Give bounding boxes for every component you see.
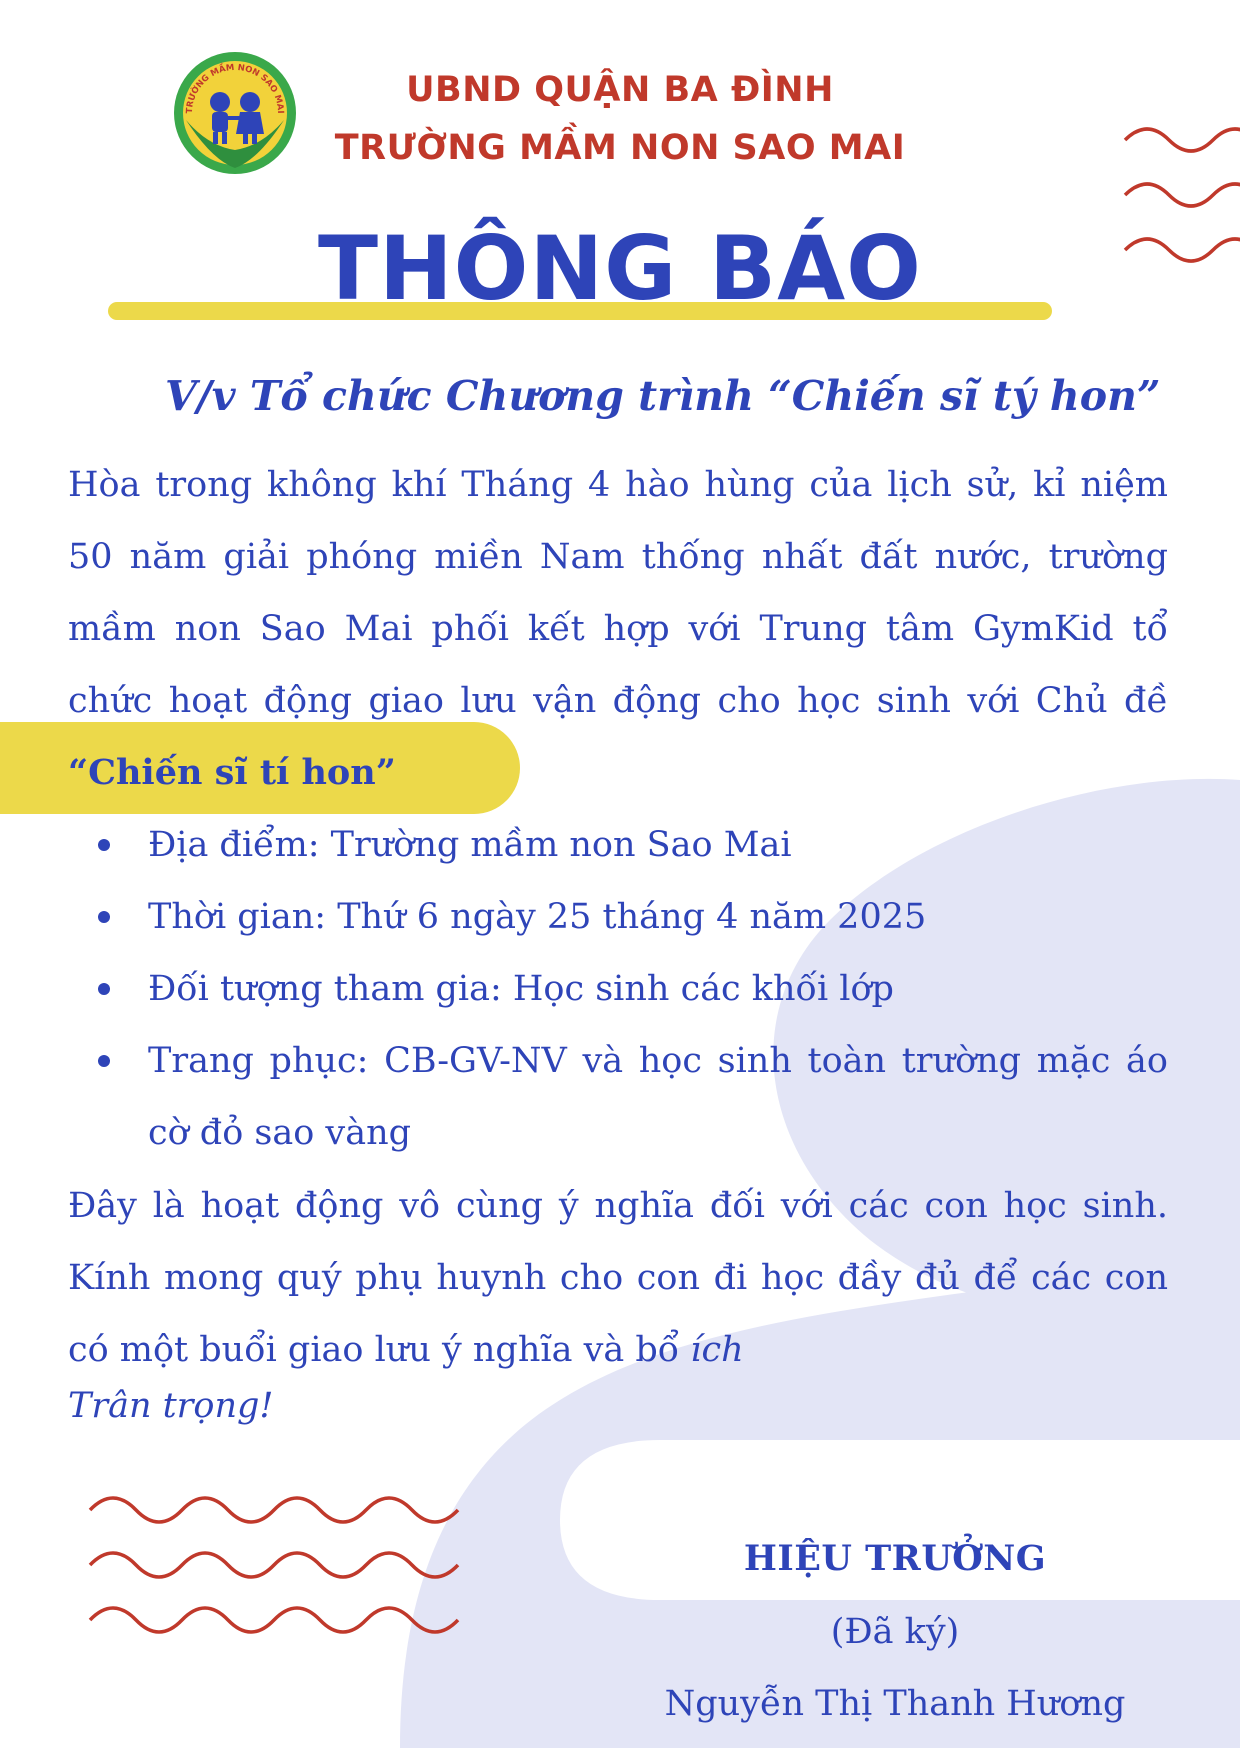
bullet-dot-icon	[98, 911, 110, 923]
closing-last-word: ích	[690, 1330, 744, 1370]
signature-title: HIỆU TRƯỞNG	[743, 1538, 1047, 1579]
detail-item-participants: Đối tượng tham gia: Học sinh các khối lớp	[68, 953, 1168, 1025]
detail-item-time: Thời gian: Thứ 6 ngày 25 tháng 4 năm 2025	[68, 881, 1168, 953]
regards-text: Trân trọng!	[68, 1386, 274, 1426]
detail-item-attire: Trang phục: CB-GV-NV và học sinh toàn trường mặc áo cờ đỏ sao vàng	[68, 1025, 1168, 1169]
bullet-dot-icon	[98, 839, 110, 851]
details-list	[68, 809, 1168, 1169]
signature-name: Nguyễn Thị Thanh Hương	[664, 1684, 1126, 1724]
closing-paragraph	[68, 1170, 1168, 1386]
closing-text: Đây là hoạt động vô cùng ý nghĩa đối với các con học sinh. Kính mong quý phụ huynh cho con đi học đầy đủ để các con có một buổi giao lưu ý nghĩa và bổ	[68, 1186, 1168, 1370]
detail-item-location: Địa điểm: Trường mầm non Sao Mai	[68, 809, 1168, 881]
notice-subject: V/v Tổ chức Chương trình “Chiến sĩ tý hon”	[165, 372, 1161, 420]
svg-text:TRƯỜNG MẦM NON SAO MAI: TRƯỜNG MẦM NON SAO MAI	[184, 62, 286, 114]
intro-theme: “Chiến sĩ tí hon”	[68, 752, 396, 793]
wave-lines-bottom-left	[90, 1498, 458, 1632]
school-heading: TRƯỜNG MẦM NON SAO MAI	[334, 128, 906, 168]
signature-status: (Đã ký)	[830, 1612, 960, 1652]
bullet-dot-icon	[98, 1055, 110, 1067]
district-heading: UBND QUẬN BA ĐÌNH	[406, 70, 834, 110]
bullet-dot-icon	[98, 983, 110, 995]
school-logo-children-icon	[172, 50, 298, 176]
page-title: THÔNG BÁO	[318, 217, 922, 320]
intro-paragraph	[68, 449, 1168, 809]
intro-text: Hòa trong không khí Tháng 4 hào hùng của lịch sử, kỉ niệm 50 năm giải phóng miền Nam thống nhất đất nước, trường mầm non Sao Mai phối kết hợp với Trung tâm GymKid tổ chức hoạt động giao lưu vận động cho học sinh với Chủ đề	[68, 465, 1168, 721]
